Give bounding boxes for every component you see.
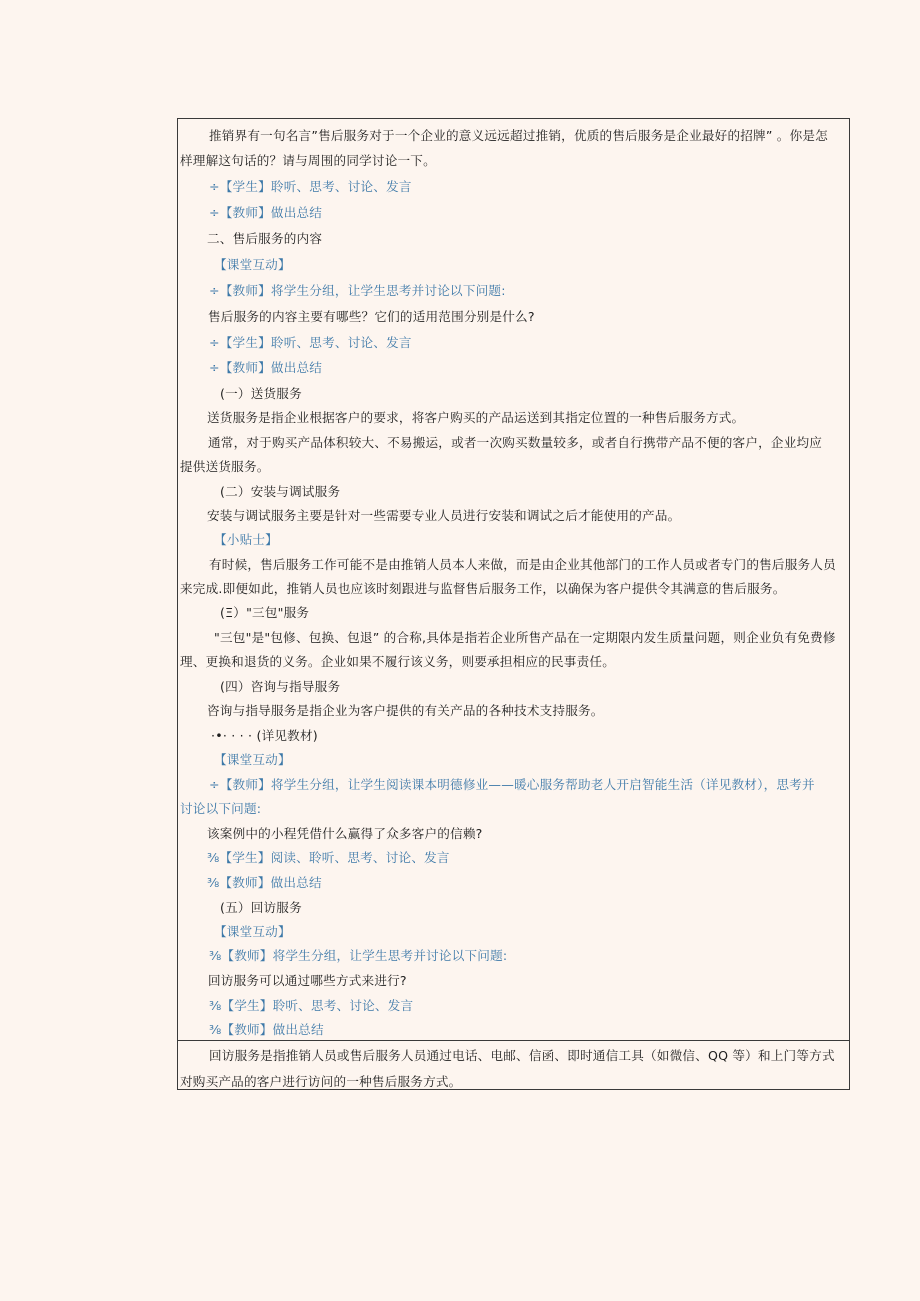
text-line: 【课堂互动】 [214, 924, 291, 939]
subsection-heading: (二）安装与调试服务 [220, 484, 341, 499]
text-line: 【小贴士】 [214, 532, 278, 547]
text-line: ⅜【学生】阅读、聆听、思考、讨论、发言 [207, 850, 450, 865]
text-line: 回访服务可以通过哪些方式来进行? [208, 973, 407, 988]
text-line: 该案例中的小程凭借什么赢得了众多客户的信赖? [207, 826, 483, 841]
text-line: 推销界有一句名言”售后服务对于一个企业的意义远远超过推销，优质的售后服务是企业最好的招牌” 。你是怎 [209, 128, 828, 143]
text-line: ⅜【教师】将学生分组，让学生思考并讨论以下问题: [209, 948, 508, 963]
subsection-heading: (四）咨询与指导服务 [220, 679, 341, 694]
text-line: 【课堂互动】 [214, 257, 291, 272]
section-heading: 二、售后服务的内容 [207, 231, 323, 246]
text-line: ⅜【教师】做出总结 [207, 875, 322, 890]
text-line: 通常，对于购买产品体积较大、不易搬运，或者一次购买数量较多，或者自行携带产品不便的客户，企业均应 [208, 435, 823, 450]
text-line: ⅜【学生】聆听、思考、讨论、发言 [209, 998, 414, 1013]
text-line: 【课堂互动】 [214, 752, 291, 767]
text-line: 售后服务的内容主要有哪些？它们的适用范围分别是什么? [208, 309, 535, 324]
subsection-heading: (Ξ）"三包"服务 [220, 605, 310, 620]
text-line: 样理解这句话的？请与周围的同学讨论一下。 [180, 153, 436, 168]
text-line: 送货服务是指企业根据客户的要求，将客户购买的产品运送到其指定位置的一种售后服务方式。 [207, 410, 745, 425]
text-line: 有时候，售后服务工作可能不是由推销人员本人来做，而是由企业其他部门的工作人员或者专门的售后服务人员 [209, 557, 836, 572]
text-line: 回访服务是指推销人员或售后服务人员通过电话、电邮、信函、即时通信工具（如微信、QQ 等）和上门等方式 [209, 1048, 835, 1063]
text-line: 提供送货服务。 [180, 459, 270, 474]
text-line: ÷【教师】将学生分组，让学生思考并讨论以下问题: [209, 283, 506, 298]
text-line: 咨询与指导服务是指企业为客户提供的有关产品的各种技术支持服务。 [207, 703, 604, 718]
text-line: ÷【教师】将学生分组，让学生阅读课本明德修业——暖心服务帮助老人开启智能生活（详见教材），思考并 [209, 777, 815, 792]
table-row-divider [177, 1040, 850, 1041]
text-line: "三包"是"包修、包换、包退” 的合称,具体是指若企业所售产品在一定期限内发生质量问题，则企业负有免费修 [214, 630, 836, 645]
text-line: ÷【教师】做出总结 [209, 360, 323, 375]
text-line: 对购买产品的客户进行访问的一种售后服务方式。 [180, 1074, 462, 1089]
text-line: 讨论以下问题: [180, 801, 262, 816]
text-line: ÷【学生】聆听、思考、讨论、发言 [209, 179, 412, 194]
text-line: 来完成.即便如此，推销人员也应该时刻跟进与监督售后服务工作，以确保为客户提供令其满意的售后服务。 [180, 581, 786, 596]
subsection-heading: (一）送货服务 [220, 386, 302, 401]
text-line: ÷【学生】聆听、思考、讨论、发言 [209, 335, 412, 350]
text-line: 理、更换和退货的义务。企业如果不履行该义务，则要承担相应的民事责任。 [180, 654, 615, 669]
text-line: 安装与调试服务主要是针对一些需要专业人员进行安装和调试之后才能使用的产品。 [207, 508, 681, 523]
text-line: ⅜【教师】做出总结 [209, 1022, 324, 1037]
subsection-heading: (五）回访服务 [220, 900, 302, 915]
text-line: ·•· · · · (详见教材) [211, 728, 318, 743]
text-line: ÷【教师】做出总结 [209, 205, 323, 220]
